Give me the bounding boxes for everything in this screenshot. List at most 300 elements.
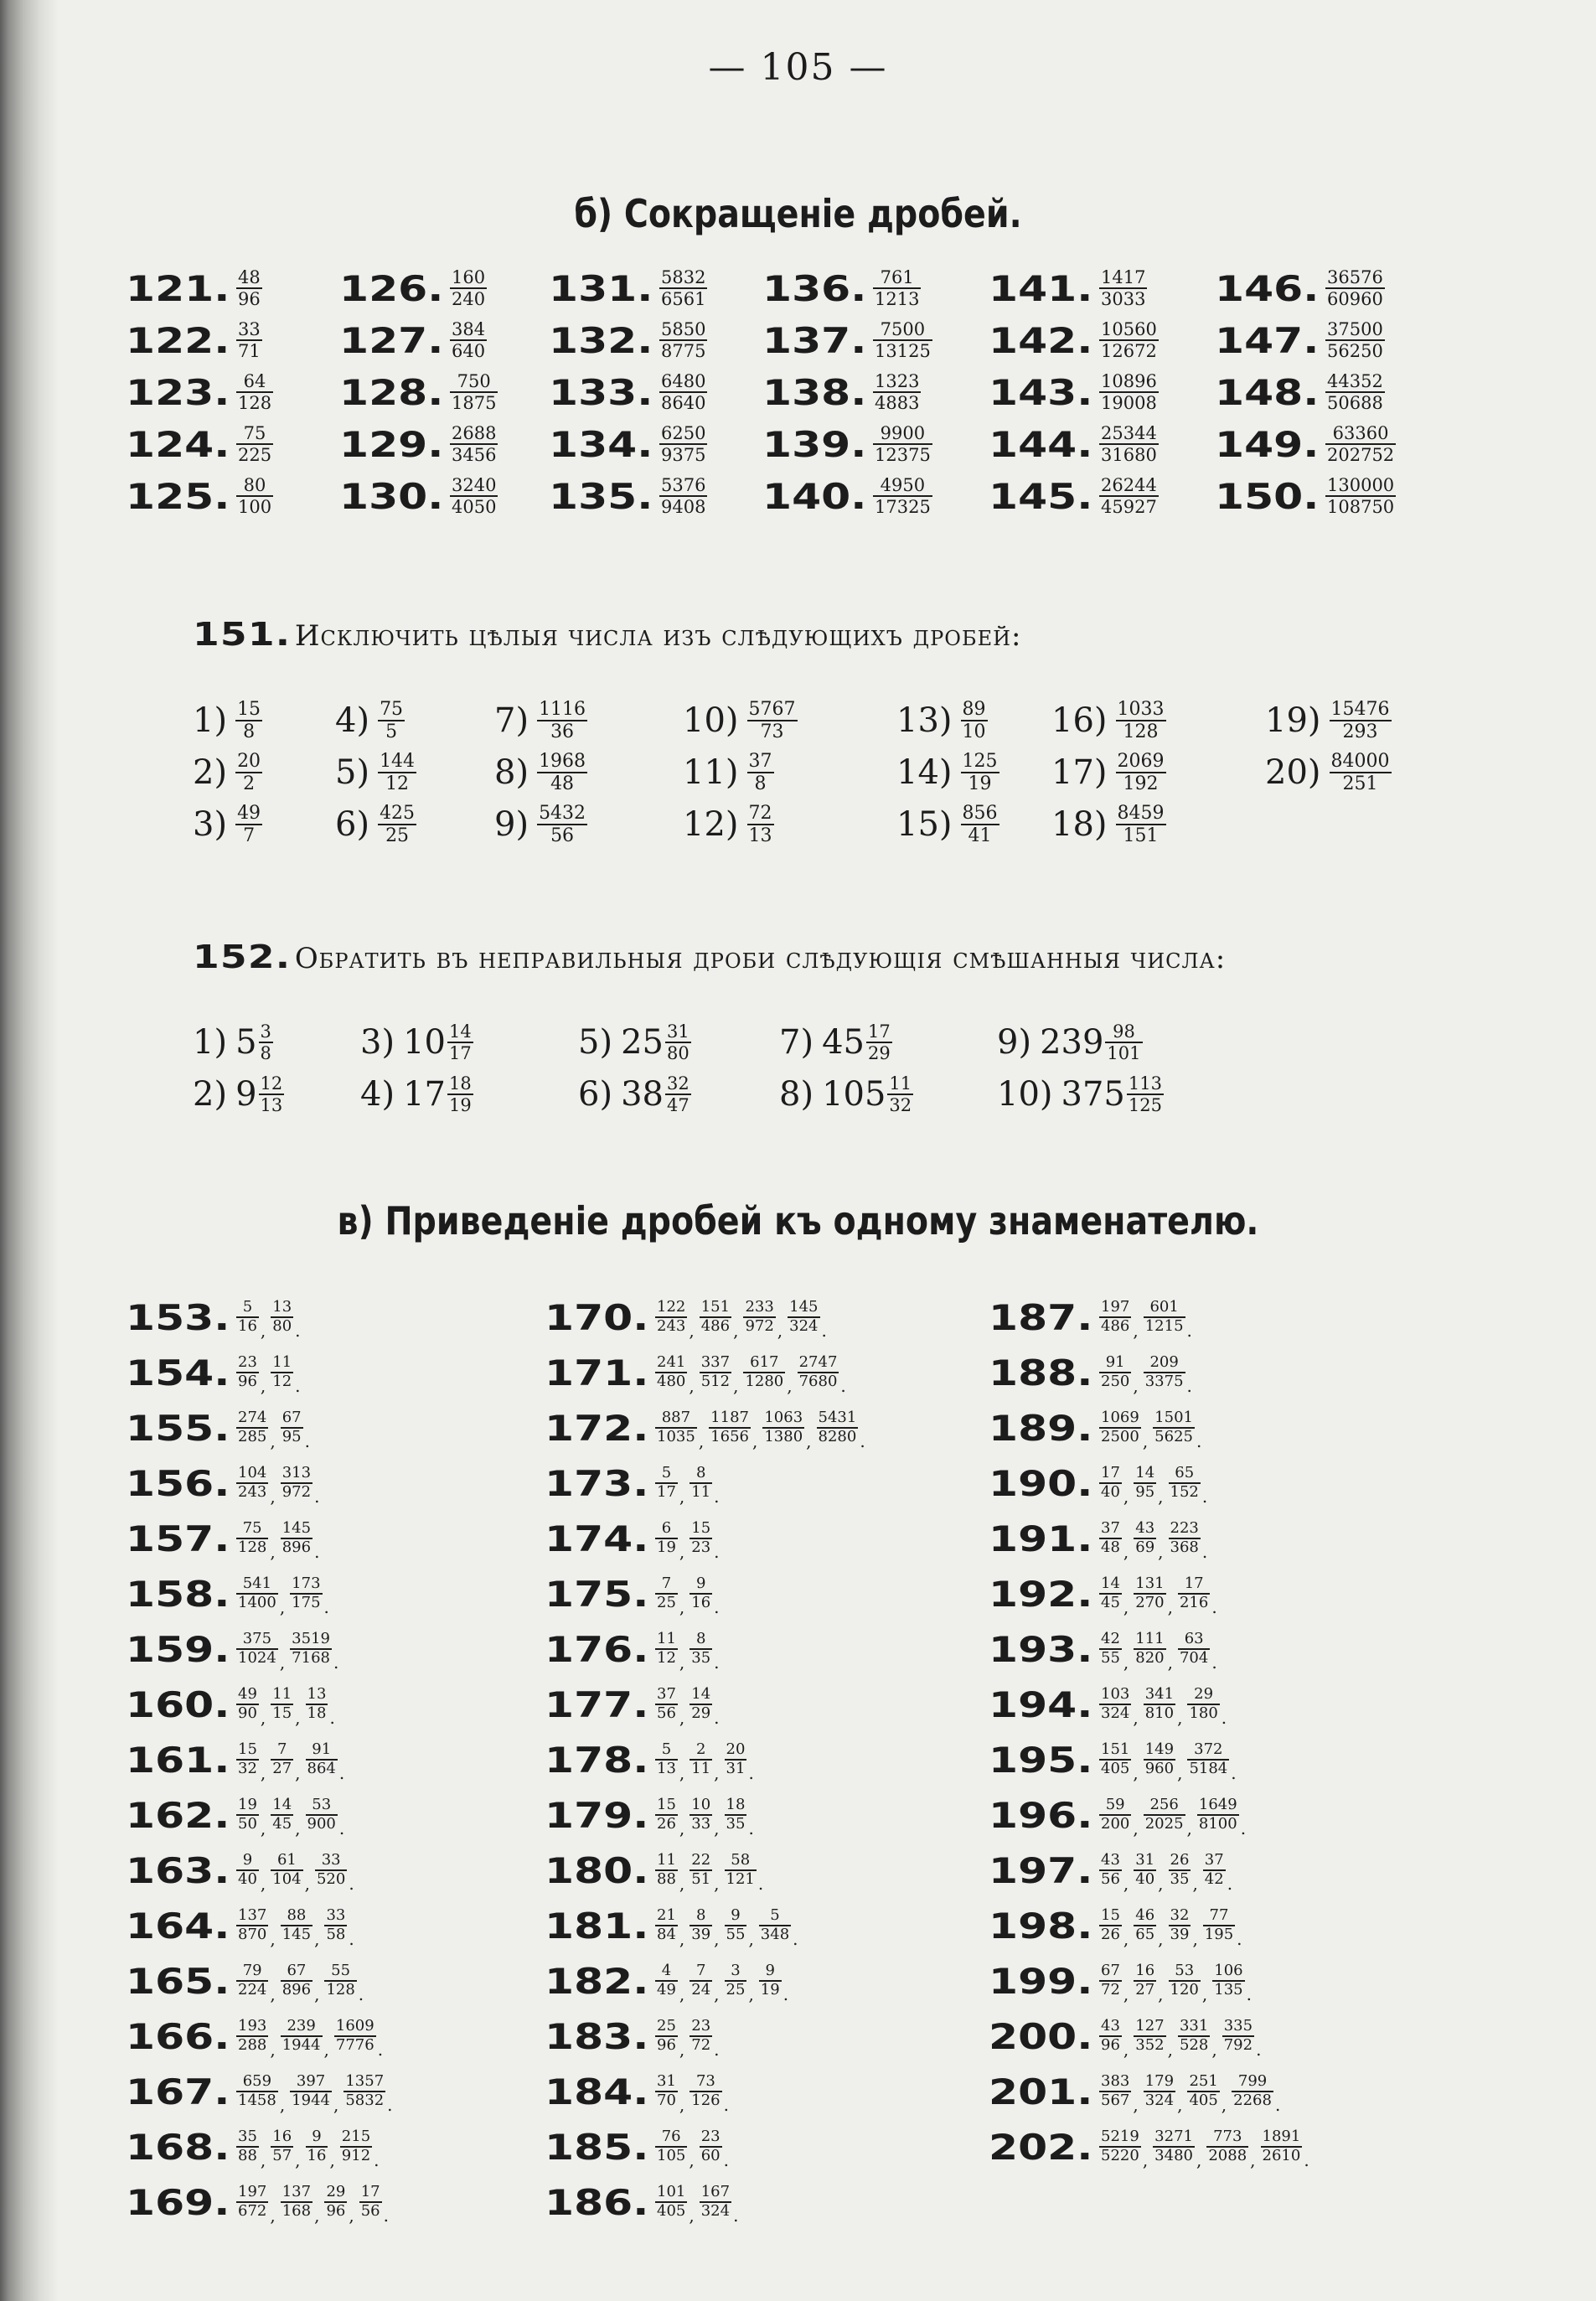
- comma: ,: [1123, 1652, 1129, 1673]
- exercise-item: [989, 2120, 1309, 2174]
- denominator: 60: [700, 2147, 721, 2164]
- exercise-item: [193, 1074, 286, 1114]
- comma: ,: [1133, 1376, 1139, 1396]
- denominator: 870: [238, 1926, 267, 1943]
- comma: ,: [679, 1652, 685, 1673]
- denominator: 56: [360, 2202, 380, 2220]
- denominator: 24: [691, 1981, 711, 1999]
- page-number: — 105 —: [708, 46, 888, 89]
- numerator: 761: [873, 268, 921, 289]
- fraction: [281, 1410, 303, 1445]
- exercise-item: [997, 1022, 1144, 1063]
- comma: ,: [1123, 1597, 1129, 1617]
- book-spine-shadow: [0, 0, 59, 2301]
- exercise-item: [896, 700, 989, 742]
- fraction: [690, 1521, 712, 1556]
- denominator: 1280: [745, 1373, 784, 1390]
- numerator: 31: [665, 1022, 691, 1043]
- exercise-number: 132.: [549, 319, 653, 361]
- exercise-number: 126.: [339, 267, 444, 309]
- numerator: 37: [655, 1687, 678, 1705]
- exercise-item: [193, 752, 264, 794]
- denominator: 7168: [292, 1649, 330, 1667]
- numerator: 106: [1212, 1963, 1244, 1982]
- denominator: 192: [1123, 773, 1159, 795]
- exercise-item: [126, 1843, 354, 1897]
- numerator: 167: [700, 2185, 731, 2203]
- item-label: 7): [494, 701, 529, 741]
- exercise-number: 130.: [339, 475, 444, 517]
- exercise-item: [126, 472, 275, 520]
- fraction: [1203, 1853, 1226, 1888]
- denominator: 324: [1101, 1704, 1130, 1722]
- exercise-item: [545, 1512, 720, 1565]
- exercise-item: [339, 420, 499, 468]
- fraction: [700, 2129, 722, 2164]
- comma: ,: [295, 1763, 301, 1783]
- comma: ,: [679, 2040, 685, 2060]
- numerator: 18: [725, 1797, 747, 1816]
- period: .: [723, 2095, 729, 2115]
- exercise-item: [683, 752, 776, 794]
- fraction: [271, 1853, 302, 1888]
- denominator: 12672: [1101, 341, 1157, 361]
- denominator: 520: [316, 1870, 346, 1888]
- numerator: 75: [236, 1521, 268, 1539]
- denominator: 2610: [1262, 2147, 1301, 2164]
- comma: ,: [260, 1321, 266, 1341]
- denominator: 16: [691, 1594, 711, 1611]
- fraction: [259, 1074, 285, 1114]
- fraction: [743, 1300, 775, 1335]
- numerator: 23: [236, 1355, 259, 1373]
- item-label: 7): [779, 1023, 814, 1063]
- item-label: 14): [896, 753, 953, 793]
- fraction: [1134, 1908, 1156, 1943]
- exercise-item: [126, 1622, 338, 1676]
- comma: ,: [304, 1874, 310, 1894]
- denominator: 27: [1135, 1981, 1155, 1999]
- whole-part: 10: [403, 1023, 446, 1063]
- numerator: 1649: [1197, 1797, 1239, 1816]
- exercise-number: 202.: [989, 2126, 1093, 2168]
- item-label: 9): [494, 805, 529, 845]
- comma: ,: [1123, 1929, 1129, 1949]
- exercise-number: 154.: [126, 1352, 230, 1394]
- exercise-item: [545, 2175, 738, 2229]
- denominator: 180: [1189, 1704, 1218, 1722]
- fraction: [1169, 1466, 1201, 1501]
- denominator: 29: [691, 1704, 711, 1722]
- denominator: 41: [968, 825, 992, 847]
- comma: ,: [679, 1487, 685, 1507]
- numerator: 145: [281, 1521, 312, 1539]
- numerator: 32: [665, 1074, 691, 1095]
- period: .: [333, 1652, 339, 1673]
- numerator: 127: [1134, 2019, 1165, 2037]
- numerator: 3240: [450, 476, 498, 497]
- period: .: [1221, 1708, 1227, 1728]
- numerator: 151: [1099, 1742, 1131, 1761]
- comma: ,: [270, 1542, 276, 1562]
- numerator: 1063: [762, 1410, 804, 1429]
- fraction: [290, 1631, 332, 1667]
- numerator: 4: [655, 1963, 678, 1982]
- comma: ,: [1250, 2150, 1256, 2170]
- denominator: 348: [760, 1926, 790, 1943]
- denominator: 50688: [1327, 393, 1383, 413]
- exercise-item: [126, 1954, 364, 2008]
- denominator: 1944: [292, 2092, 330, 2109]
- exercise-item: [126, 1346, 301, 1399]
- denominator: 270: [1135, 1594, 1165, 1611]
- exercise-item: [545, 1733, 754, 1787]
- comma: ,: [295, 1708, 301, 1728]
- denominator: 55: [1101, 1649, 1120, 1667]
- comma: ,: [270, 1929, 276, 1949]
- denominator: 2025: [1144, 1815, 1184, 1833]
- denominator: 18: [307, 1704, 327, 1722]
- numerator: 151: [700, 1300, 731, 1318]
- item-label: 15): [896, 805, 953, 845]
- exercise-number: 122.: [126, 319, 230, 361]
- exercise-item: [126, 1733, 344, 1787]
- denominator: 15: [272, 1704, 292, 1722]
- numerator: 46: [1134, 1908, 1156, 1926]
- exercise-number: 135.: [549, 475, 653, 517]
- comma: ,: [714, 1929, 720, 1949]
- exercise-number: 141.: [989, 267, 1093, 309]
- denominator: 121: [726, 1870, 755, 1888]
- numerator: 33: [315, 1853, 347, 1871]
- denominator: 95: [1135, 1483, 1155, 1501]
- comma: ,: [295, 1818, 301, 1838]
- task-text: Исключить цѣлыя числа изъ слѣдующихъ дробей:: [294, 619, 1022, 653]
- denominator: 71: [238, 341, 261, 361]
- comma: ,: [679, 1818, 685, 1838]
- denominator: 35: [1170, 1870, 1190, 1888]
- numerator: 43: [1099, 2019, 1122, 2037]
- numerator: 14: [1134, 1466, 1156, 1484]
- exercise-item: [339, 368, 499, 416]
- numerator: 42: [1099, 1631, 1122, 1650]
- task-text: Обратить въ неправильныя дроби слѣдующія смѣшанныя числа:: [294, 942, 1227, 975]
- denominator: 55: [726, 1926, 746, 1943]
- task-152-items: [193, 1022, 1449, 1131]
- exercise-item: [126, 1788, 344, 1842]
- denominator: 128: [326, 1981, 355, 1999]
- item-label: 20): [1265, 753, 1321, 793]
- exercise-item: [126, 2009, 383, 2063]
- section-b-exercises: [126, 264, 1449, 524]
- exercise-number: 147.: [1215, 319, 1320, 361]
- fraction: [359, 2185, 382, 2220]
- fraction: [378, 700, 405, 742]
- numerator: 17: [866, 1022, 892, 1043]
- denominator: 108750: [1327, 497, 1395, 517]
- numerator: 130000: [1325, 476, 1396, 497]
- exercise-item: [1215, 420, 1397, 468]
- numerator: 425: [378, 804, 416, 825]
- numerator: 137: [281, 2185, 312, 2203]
- numerator: 197: [236, 2185, 268, 2203]
- item-label: 2): [193, 753, 228, 793]
- denominator: 405: [1101, 1760, 1130, 1777]
- numerator: 313: [281, 1466, 312, 1484]
- comma: ,: [748, 1929, 754, 1949]
- denominator: 84: [657, 1926, 676, 1943]
- fraction: [690, 2074, 721, 2109]
- exercise-number: 163.: [126, 1849, 230, 1891]
- numerator: 9: [306, 2129, 328, 2148]
- exercise-number: 174.: [545, 1518, 649, 1559]
- numerator: 9: [725, 1908, 747, 1926]
- denominator: 293: [1342, 721, 1378, 743]
- comma: ,: [689, 1376, 695, 1396]
- numerator: 8459: [1116, 804, 1166, 825]
- denominator: 8: [754, 773, 767, 795]
- fraction: [709, 1410, 751, 1445]
- exercise-item: [989, 1899, 1242, 1952]
- numerator: 1116: [537, 700, 587, 721]
- exercise-item: [126, 2175, 389, 2229]
- denominator: 90: [238, 1704, 257, 1722]
- denominator: 960: [1144, 1760, 1175, 1777]
- numerator: 11: [271, 1355, 293, 1373]
- denominator: 19: [760, 1981, 780, 1999]
- fraction: [1144, 2074, 1175, 2109]
- fraction: [700, 1355, 731, 1390]
- exercise-number: 191.: [989, 1518, 1093, 1559]
- period: .: [1246, 1984, 1252, 2004]
- numerator: 149: [1144, 1742, 1175, 1761]
- fraction: [690, 1576, 712, 1611]
- comma: ,: [329, 2150, 335, 2170]
- exercise-number: 183.: [545, 2015, 649, 2057]
- fraction: [759, 1963, 782, 1999]
- comma: ,: [748, 1984, 754, 2004]
- fraction: [281, 1963, 312, 1999]
- denominator: 3480: [1154, 2147, 1193, 2164]
- item-label: 17): [1051, 753, 1108, 793]
- item-label: 1): [193, 701, 228, 741]
- fraction: [1134, 1466, 1156, 1501]
- numerator: 3519: [290, 1631, 332, 1650]
- denominator: 240: [452, 289, 486, 309]
- denominator: 35: [726, 1815, 746, 1833]
- denominator: 47: [666, 1095, 690, 1116]
- numerator: 256: [1144, 1797, 1185, 1816]
- denominator: 1656: [710, 1428, 749, 1445]
- numerator: 75: [236, 424, 273, 445]
- exercise-item: [1215, 316, 1387, 365]
- fraction: [259, 1022, 273, 1063]
- comma: ,: [679, 1874, 685, 1894]
- comma: ,: [270, 2205, 276, 2226]
- exercise-number: 137.: [762, 319, 867, 361]
- numerator: 5431: [817, 1410, 859, 1429]
- exercise-item: [989, 1843, 1232, 1897]
- fraction: [1127, 1074, 1164, 1114]
- exercise-number: 123.: [126, 371, 230, 413]
- exercise-item: [339, 316, 488, 365]
- period: .: [714, 1597, 720, 1617]
- comma: ,: [1158, 1542, 1164, 1562]
- comma: ,: [733, 1376, 739, 1396]
- exercise-item: [989, 368, 1160, 416]
- numerator: 1069: [1099, 1410, 1141, 1429]
- denominator: 72: [691, 2036, 711, 2054]
- exercise-number: 194.: [989, 1683, 1093, 1725]
- comma: ,: [679, 2095, 685, 2115]
- exercise-number: 157.: [126, 1518, 230, 1559]
- item-label: 2): [193, 1075, 228, 1114]
- comma: ,: [1158, 1487, 1164, 1507]
- exercise-number: 199.: [989, 1960, 1093, 2002]
- period: .: [329, 1708, 335, 1728]
- item-label: 9): [997, 1023, 1032, 1063]
- denominator: 5220: [1101, 2147, 1139, 2164]
- period: .: [383, 2205, 389, 2226]
- numerator: 29: [324, 2185, 347, 2203]
- comma: ,: [1133, 1321, 1139, 1341]
- numerator: 274: [236, 1410, 268, 1429]
- period: .: [821, 1321, 827, 1341]
- item-label: 1): [193, 1023, 228, 1063]
- comma: ,: [260, 1376, 266, 1396]
- numerator: 1357: [343, 2074, 385, 2092]
- exercise-item: [335, 700, 406, 742]
- fraction: [690, 1687, 712, 1722]
- comma: ,: [714, 1763, 720, 1783]
- numerator: 31: [655, 2074, 678, 2092]
- denominator: 285: [238, 1428, 267, 1445]
- exercise-item: [989, 1788, 1246, 1842]
- comma: ,: [1133, 2095, 1139, 2115]
- exercise-number: 162.: [126, 1794, 230, 1836]
- comma: ,: [787, 1376, 793, 1396]
- comma: ,: [270, 1487, 276, 1507]
- fraction: [747, 700, 798, 742]
- denominator: 2088: [1208, 2147, 1247, 2164]
- numerator: 7: [271, 1742, 293, 1761]
- denominator: 80: [272, 1317, 292, 1335]
- denominator: 145: [281, 1926, 312, 1943]
- period: .: [1227, 1874, 1233, 1894]
- denominator: 42: [1204, 1870, 1224, 1888]
- numerator: 5: [655, 1742, 678, 1761]
- exercise-number: 167.: [126, 2071, 230, 2112]
- numerator: 25: [655, 2019, 678, 2037]
- fraction: [271, 2129, 293, 2164]
- numerator: 617: [743, 1355, 785, 1373]
- exercise-item: [578, 1074, 693, 1114]
- fraction: [788, 1300, 819, 1335]
- denominator: 528: [1179, 2036, 1209, 2054]
- whole-part: 17: [403, 1075, 446, 1114]
- exercise-item: [126, 2120, 380, 2174]
- denominator: 16: [307, 2147, 327, 2164]
- comma: ,: [270, 2040, 276, 2060]
- exercise-item: [762, 264, 922, 313]
- exercise-item: [545, 1954, 788, 2008]
- denominator: 104: [272, 1870, 302, 1888]
- fraction: [1178, 1631, 1210, 1667]
- numerator: 1501: [1153, 1410, 1195, 1429]
- exercise-item: [126, 1567, 329, 1621]
- fraction: [887, 1074, 913, 1114]
- period: .: [1186, 1321, 1192, 1341]
- comma: ,: [689, 2205, 695, 2226]
- fraction: [290, 1576, 322, 1611]
- comma: ,: [349, 2205, 354, 2226]
- numerator: 14: [1099, 1576, 1122, 1595]
- exercise-item: [779, 1022, 894, 1063]
- denominator: 864: [307, 1760, 336, 1777]
- item-label: 3): [360, 1023, 395, 1063]
- exercise-number: 187.: [989, 1296, 1093, 1338]
- item-label: 6): [578, 1075, 613, 1114]
- exercise-number: 186.: [545, 2181, 649, 2223]
- exercise-number: 136.: [762, 267, 867, 309]
- fraction: [1134, 1576, 1165, 1611]
- exercise-item: [126, 2065, 393, 2118]
- denominator: 125: [1128, 1095, 1162, 1116]
- denominator: 2: [243, 773, 256, 795]
- comma: ,: [1158, 1874, 1164, 1894]
- numerator: 601: [1144, 1300, 1185, 1318]
- numerator: 91: [1099, 1355, 1131, 1373]
- fraction: [271, 1797, 293, 1833]
- comma: ,: [1142, 1431, 1149, 1451]
- period: .: [714, 1652, 720, 1673]
- numerator: 5219: [1099, 2129, 1141, 2148]
- numerator: 88: [281, 1908, 312, 1926]
- fraction: [700, 2185, 731, 2220]
- fraction: [537, 804, 587, 845]
- denominator: 96: [238, 289, 261, 309]
- numerator: 160: [450, 268, 487, 289]
- denominator: 26: [657, 1815, 676, 1833]
- numerator: 11: [271, 1687, 293, 1705]
- comma: ,: [689, 1321, 695, 1341]
- exercise-number: 129.: [339, 423, 444, 465]
- exercise-number: 200.: [989, 2015, 1093, 2057]
- exercise-item: [989, 1567, 1217, 1621]
- exercise-number: 139.: [762, 423, 867, 465]
- denominator: 672: [238, 2202, 267, 2220]
- comma: ,: [279, 2095, 286, 2115]
- period: .: [1304, 2150, 1309, 2170]
- fraction: [700, 1300, 731, 1335]
- fraction: [690, 1797, 712, 1833]
- exercise-item: [126, 1512, 319, 1565]
- fraction: [1134, 1963, 1156, 1999]
- exercise-number: 175.: [545, 1573, 649, 1615]
- denominator: 35: [691, 1649, 711, 1667]
- fraction: [315, 1853, 347, 1888]
- task-151-heading: [193, 616, 1022, 653]
- numerator: 36576: [1325, 268, 1385, 289]
- denominator: 11: [691, 1483, 711, 1501]
- denominator: 810: [1144, 1704, 1175, 1722]
- denominator: 704: [1179, 1649, 1209, 1667]
- item-label: 10): [683, 701, 739, 741]
- exercise-number: 177.: [545, 1683, 649, 1725]
- whole-part: 239: [1040, 1023, 1104, 1063]
- exercise-number: 197.: [989, 1849, 1093, 1891]
- denominator: 900: [307, 1815, 336, 1833]
